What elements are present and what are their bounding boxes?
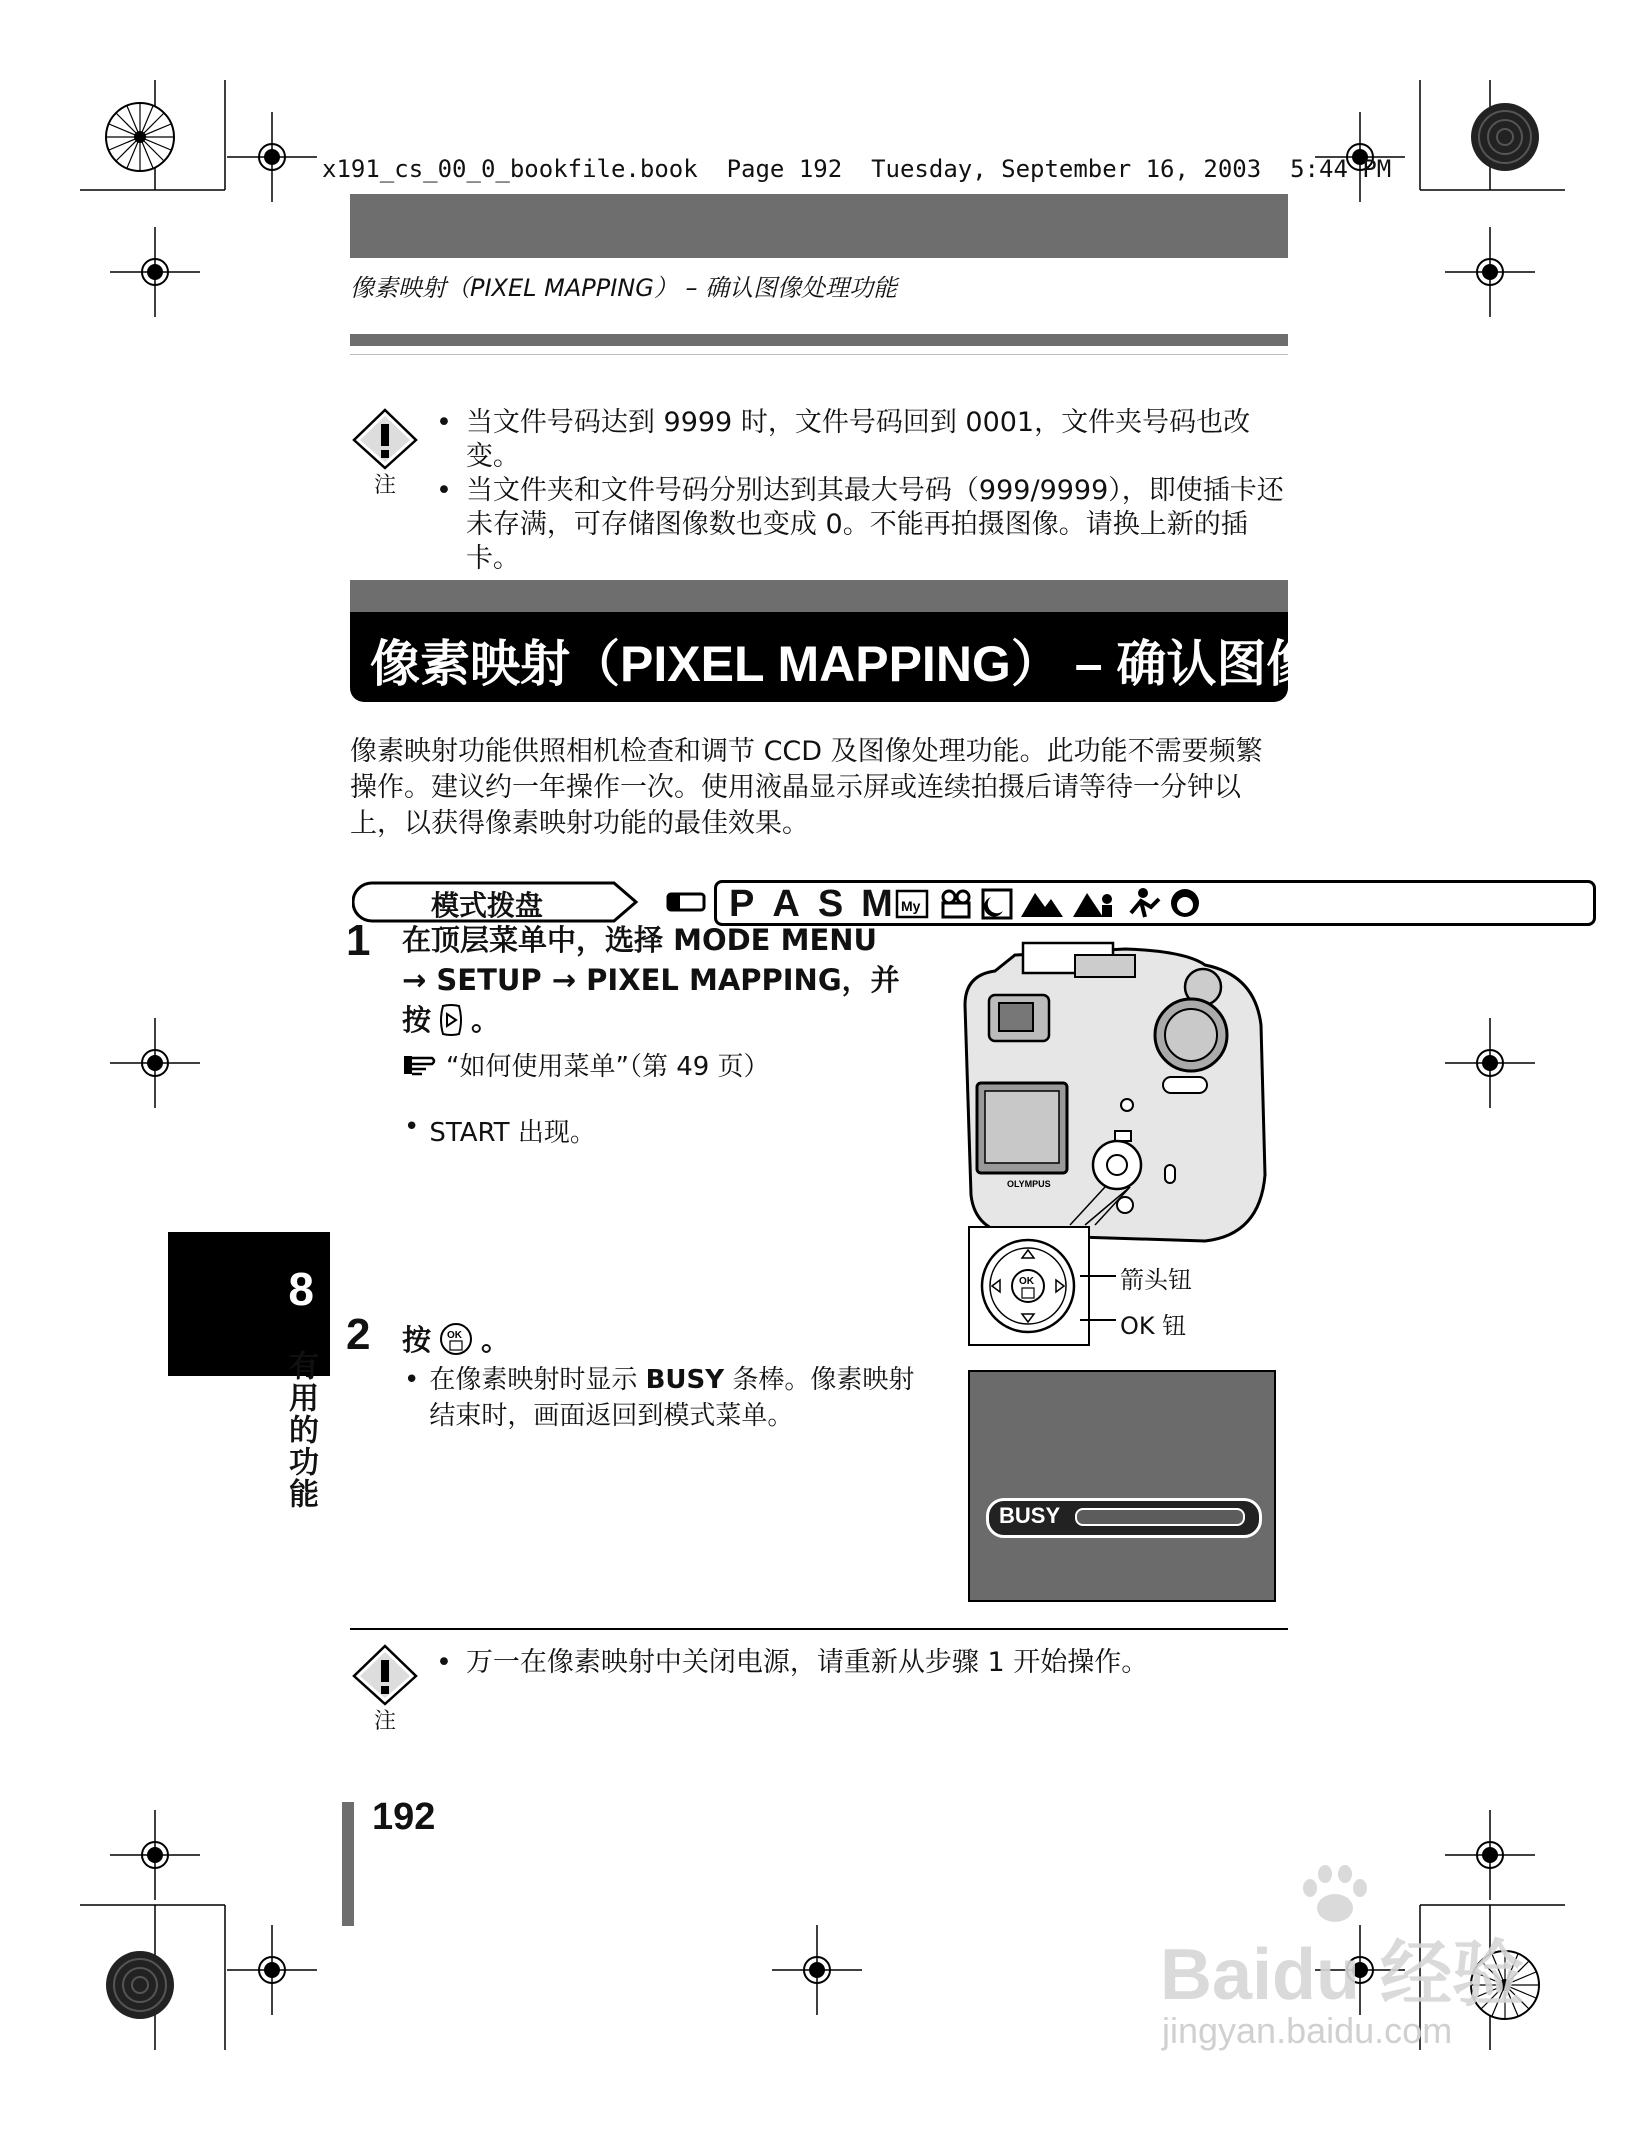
ok-button-icon — [439, 1322, 473, 1356]
header-bar — [350, 194, 1288, 258]
camera-brand-text: OLYMPUS — [1007, 1179, 1051, 1189]
svg-text:My: My — [901, 898, 921, 914]
note-label: 注 — [373, 473, 396, 498]
watermark-logo: Baidu 经验 — [1160, 1935, 1525, 2015]
header-rule — [350, 334, 1288, 346]
press-text: 按 — [402, 1323, 432, 1357]
step-2-bullet — [404, 1362, 924, 1434]
mode-s: S — [817, 883, 844, 925]
note-icon-group — [352, 408, 418, 498]
print-header: x191_cs_00_0_bookfile.book Page 192 Tuesday, September 16, 2003 5:44 PM — [322, 155, 1392, 183]
step-2-number: 2 — [346, 1310, 371, 1359]
watermark-url: jingyan.baidu.com — [1162, 2010, 1453, 2051]
mode-letters — [729, 885, 893, 923]
portrait-icon — [1171, 889, 1199, 917]
mode-a: A — [772, 883, 800, 925]
note-item-text: 当文件号码达到 9999 时，文件号码回到 0001，文件夹号码也改变。 — [465, 407, 1251, 472]
intro-text: 像素映射功能供照相机检查和调节 CCD 及图像处理功能。此功能不需要频繁操作。建议约一年操作一次。使用液晶显示屏或连续拍摄后请等待一分钟以上，以获得像素映射功能的最佳效果。 — [350, 736, 1263, 839]
playback-mode-icon — [664, 880, 708, 924]
caution-icon — [352, 1644, 418, 1706]
callout-lines — [1080, 1260, 1120, 1340]
note-top — [436, 406, 1288, 576]
arrow-pad-inset — [968, 1226, 1090, 1346]
mode-m: M — [861, 883, 893, 925]
paw-icon — [1290, 1860, 1380, 1930]
right-arrow-button-icon — [437, 1004, 465, 1036]
reference-text: “如何使用菜单”（第 49 页） — [446, 1052, 770, 1082]
bullet-text-part: 在像素映射时显示 — [429, 1365, 646, 1395]
mode-dial-label: 模式拨盘 — [430, 889, 543, 922]
note-item — [436, 474, 1288, 576]
period: 。 — [471, 1003, 501, 1037]
chapter-number: 8 — [288, 1263, 314, 1315]
step-1-bullet-text: START 出现。 — [429, 1118, 596, 1148]
bullet-dot: • — [404, 1112, 420, 1142]
step-1-reference — [402, 1046, 770, 1083]
scene-mode-icons — [893, 883, 1393, 923]
note-icon-group — [352, 1644, 418, 1734]
step-2-instruction — [402, 1318, 510, 1359]
bullet-text-part: 条棒。像素映射结束时，画面返回到模式菜单。 — [429, 1365, 915, 1431]
note-item-text: 当文件夹和文件号码分别达到其最大号码（999/9999），即使插卡还未存满，可存储图像数也变成 0。不能再拍摄图像。请换上新的插卡。 — [465, 475, 1284, 574]
note-item-text: 万一在像素映射中关闭电源，请重新从步骤 1 开始操作。 — [465, 1647, 1149, 1678]
busy-bar — [986, 1498, 1262, 1538]
busy-screen — [968, 1370, 1276, 1602]
pointing-hand-icon — [402, 1052, 438, 1078]
landscape-icon — [1021, 893, 1063, 917]
step-2-bullet-text — [429, 1362, 924, 1434]
step-1-instruction — [402, 920, 942, 1040]
page-number: 192 — [372, 1796, 436, 1838]
landscape-portrait-icon — [1073, 893, 1112, 917]
busy-progress-track — [1075, 1508, 1245, 1526]
svg-text:OK: OK — [447, 1329, 463, 1341]
note-item — [436, 1646, 1288, 1680]
busy-label: BUSY — [999, 1503, 1061, 1528]
section-divider — [350, 1628, 1288, 1630]
step-1-line: 在顶层菜单中，选择 MODE MENU — [402, 923, 878, 957]
intro-block — [350, 734, 1288, 842]
step-1-number: 1 — [346, 916, 371, 965]
my-mode-icon — [897, 891, 927, 917]
mode-p: P — [729, 883, 755, 925]
busy-word: BUSY — [645, 1365, 725, 1395]
chapter-label: 有用的功能 — [283, 1350, 318, 1510]
bullet-dot: • — [436, 1647, 452, 1678]
sports-icon — [1131, 888, 1159, 917]
section-title-bar — [350, 612, 1517, 702]
night-scene-icon — [983, 890, 1011, 918]
movie-icon — [943, 891, 969, 917]
header-thin-rule — [350, 354, 1288, 355]
step-1-line — [402, 1000, 942, 1040]
bullet-dot: • — [404, 1365, 420, 1395]
note-label: 注 — [373, 1709, 396, 1734]
caution-icon — [352, 408, 418, 470]
page-number-bar — [342, 1802, 354, 1926]
arrow-pad-icon — [970, 1228, 1088, 1344]
arrow-button-callout: 箭头钮 — [1120, 1266, 1192, 1294]
section-title: 像素映射（PIXEL MAPPING） – 确认图像处理功能 — [370, 636, 1517, 692]
bullet-dot: • — [436, 407, 452, 438]
press-text: 按 — [402, 1003, 432, 1037]
section-top-bar — [350, 580, 1288, 612]
ok-button-callout: OK 钮 — [1120, 1312, 1187, 1340]
step-1-bullet — [404, 1112, 596, 1149]
note-item — [436, 406, 1288, 474]
step-1-line: → SETUP → PIXEL MAPPING，并 — [402, 963, 900, 997]
bullet-dot: • — [436, 475, 452, 506]
svg-text:OK: OK — [1019, 1276, 1034, 1287]
period: 。 — [481, 1323, 511, 1357]
note-bottom — [436, 1646, 1288, 1680]
running-title: 像素映射（PIXEL MAPPING） – 确认图像处理功能 — [350, 274, 898, 302]
